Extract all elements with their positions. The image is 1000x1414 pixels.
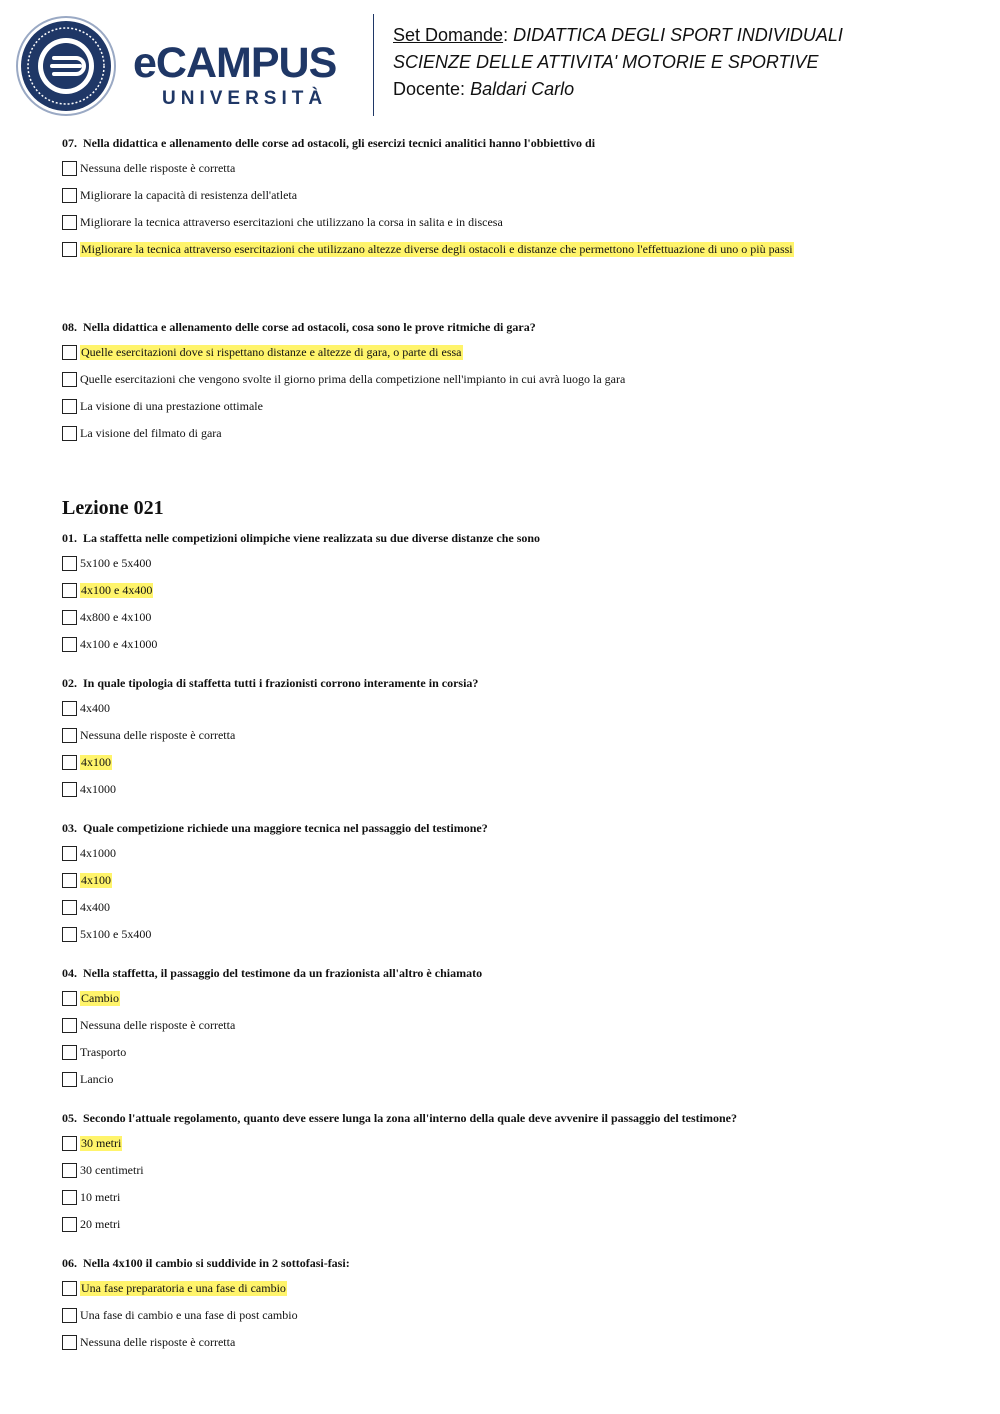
checkbox-icon[interactable] — [62, 399, 77, 414]
answer-label: Nessuna delle risposte è corretta — [80, 1335, 236, 1349]
answer-option[interactable] — [62, 1275, 962, 1302]
question — [62, 131, 962, 263]
question-number: 07. — [62, 136, 77, 150]
course-line — [393, 50, 819, 74]
checkbox-icon[interactable] — [62, 900, 77, 915]
question-label: La staffetta nelle competizioni olimpiche viene realizzata su due diverse distanze che sono — [83, 531, 541, 545]
answer-label: 4x800 e 4x100 — [80, 610, 152, 624]
answer-option[interactable] — [62, 550, 962, 577]
question-block — [62, 495, 962, 1356]
checkbox-icon[interactable] — [62, 372, 77, 387]
question — [62, 1251, 962, 1356]
question-number: 01. — [62, 531, 77, 545]
set-separator: : — [503, 25, 509, 45]
answer-label: Nessuna delle risposte è corretta — [80, 161, 236, 175]
answer-label-correct: Una fase preparatoria e una fase di cambio — [81, 1281, 286, 1295]
answer-label-correct: 4x100 — [81, 755, 111, 769]
checkbox-icon[interactable] — [62, 755, 77, 770]
answer-label: Lancio — [80, 1072, 114, 1086]
question-number: 03. — [62, 821, 77, 835]
question-label: Secondo l'attuale regolamento, quanto deve essere lunga la zona all'interno della quale deve avvenire il passaggio del testimone? — [83, 1111, 737, 1125]
answer-option[interactable] — [62, 366, 962, 393]
brand-wordmark: eCAMPUS — [133, 39, 337, 87]
answer-label: 5x100 e 5x400 — [80, 927, 152, 941]
checkbox-icon[interactable] — [62, 873, 77, 888]
checkbox-icon[interactable] — [62, 426, 77, 441]
course-name: SCIENZE DELLE ATTIVITA' MOTORIE E SPORTIVE — [393, 52, 819, 72]
answer-option[interactable] — [62, 1130, 962, 1157]
answer-label: Trasporto — [80, 1045, 127, 1059]
question-text — [62, 131, 962, 155]
checkbox-icon[interactable] — [62, 188, 77, 203]
checkbox-icon[interactable] — [62, 345, 77, 360]
checkbox-icon[interactable] — [62, 1136, 77, 1151]
answer-option[interactable] — [62, 985, 962, 1012]
question-text — [62, 671, 962, 695]
question — [62, 961, 962, 1093]
question-label: In quale tipologia di staffetta tutti i frazionisti corrono interamente in corsia? — [83, 676, 479, 690]
checkbox-icon[interactable] — [62, 846, 77, 861]
answer-label: Migliorare la capacità di resistenza dell'atleta — [80, 188, 298, 202]
answer-label: 4x1000 — [80, 782, 116, 796]
answer-option[interactable] — [62, 921, 962, 948]
question-list — [62, 125, 962, 1356]
answer-option[interactable] — [62, 867, 962, 894]
answer-label-correct: Quelle esercitazioni dove si rispettano distanze e altezze di gara, o parte di essa — [81, 345, 462, 359]
checkbox-icon[interactable] — [62, 1072, 77, 1087]
checkbox-icon[interactable] — [62, 161, 77, 176]
checkbox-icon[interactable] — [62, 556, 77, 571]
answer-label: Migliorare la tecnica attraverso esercitazioni che utilizzano la corsa in salita e in discesa — [80, 215, 503, 229]
answer-option[interactable] — [62, 182, 962, 209]
answer-option[interactable] — [62, 339, 962, 366]
answer-option[interactable] — [62, 420, 962, 447]
checkbox-icon[interactable] — [62, 1217, 77, 1232]
answer-label: 30 centimetri — [80, 1163, 144, 1177]
answer-label: 20 metri — [80, 1217, 121, 1231]
answer-option[interactable] — [62, 1211, 962, 1238]
checkbox-icon[interactable] — [62, 991, 77, 1006]
set-title: DIDATTICA DEGLI SPORT INDIVIDUALI — [513, 25, 843, 45]
answer-label: 10 metri — [80, 1190, 121, 1204]
answer-option[interactable] — [62, 631, 962, 658]
answer-option[interactable] — [62, 393, 962, 420]
question-number: 06. — [62, 1256, 77, 1270]
question-label: Nella 4x100 il cambio si suddivide in 2 sottofasi-fasi: — [83, 1256, 350, 1270]
checkbox-icon[interactable] — [62, 242, 77, 257]
answer-option[interactable] — [62, 894, 962, 921]
question-block — [62, 131, 962, 447]
answer-option[interactable] — [62, 1039, 962, 1066]
checkbox-icon[interactable] — [62, 728, 77, 743]
checkbox-icon[interactable] — [62, 637, 77, 652]
answer-option[interactable] — [62, 604, 962, 631]
university-seal-icon — [16, 16, 116, 116]
lesson-heading: Lezione 021 — [62, 497, 164, 519]
answer-label-correct: 30 metri — [81, 1136, 122, 1150]
answer-label: 4x400 — [80, 701, 110, 715]
answer-label-correct: 4x100 e 4x400 — [81, 583, 153, 597]
set-label: Set Domande — [393, 25, 504, 45]
checkbox-icon[interactable] — [62, 1190, 77, 1205]
answer-option[interactable] — [62, 209, 962, 236]
answer-label: Quelle esercitazioni che vengono svolte il giorno prima della competizione nell'impianto in cui avrà luogo la gara — [80, 372, 626, 386]
checkbox-icon[interactable] — [62, 583, 77, 598]
answer-option[interactable] — [62, 1302, 962, 1329]
answer-option[interactable] — [62, 155, 962, 182]
question-number: 04. — [62, 966, 77, 980]
question-number: 08. — [62, 320, 77, 334]
answer-option[interactable] — [62, 236, 962, 263]
answer-label: Una fase di cambio e una fase di post cambio — [80, 1308, 298, 1322]
question-text — [62, 526, 962, 550]
question-label: Nella staffetta, il passaggio del testimone da un frazionista all'altro è chiamato — [83, 966, 483, 980]
checkbox-icon[interactable] — [62, 1018, 77, 1033]
answer-label-correct: 4x100 — [81, 873, 111, 887]
answer-label: 4x400 — [80, 900, 110, 914]
answer-label: La visione di una prestazione ottimale — [80, 399, 263, 413]
docente-label: Docente: — [393, 79, 466, 99]
answer-label: Nessuna delle risposte è corretta — [80, 728, 236, 742]
answer-option[interactable] — [62, 840, 962, 867]
answer-label: 5x100 e 5x400 — [80, 556, 152, 570]
question-text — [62, 816, 962, 840]
question — [62, 315, 962, 447]
question-label: Nella didattica e allenamento delle corse ad ostacoli, cosa sono le prove ritmiche di gara? — [83, 320, 536, 334]
answer-label: 4x1000 — [80, 846, 116, 860]
answer-option[interactable] — [62, 1184, 962, 1211]
checkbox-icon[interactable] — [62, 610, 77, 625]
answer-label: Nessuna delle risposte è corretta — [80, 1018, 236, 1032]
question-text — [62, 961, 962, 985]
header-divider — [373, 14, 374, 116]
answer-label: La visione del filmato di gara — [80, 426, 222, 440]
checkbox-icon[interactable] — [62, 1308, 77, 1323]
question-label: Quale competizione richiede una maggiore tecnica nel passaggio del testimone? — [83, 821, 488, 835]
docente-line — [393, 77, 574, 101]
question-number: 02. — [62, 676, 77, 690]
checkbox-icon[interactable] — [62, 701, 77, 716]
answer-label-correct: Cambio — [81, 991, 119, 1005]
question-text — [62, 1251, 962, 1275]
question — [62, 1106, 962, 1238]
answer-option[interactable] — [62, 1012, 962, 1039]
checkbox-icon[interactable] — [62, 1163, 77, 1178]
question-number: 05. — [62, 1111, 77, 1125]
brand-subtitle: UNIVERSITÀ — [162, 88, 328, 109]
page-header — [0, 0, 1000, 125]
answer-option[interactable] — [62, 749, 962, 776]
checkbox-icon[interactable] — [62, 1335, 77, 1350]
answer-option[interactable] — [62, 1066, 962, 1093]
checkbox-icon[interactable] — [62, 927, 77, 942]
question — [62, 816, 962, 948]
checkbox-icon[interactable] — [62, 782, 77, 797]
checkbox-icon[interactable] — [62, 215, 77, 230]
question — [62, 671, 962, 803]
question-text — [62, 315, 962, 339]
answer-option[interactable] — [62, 1157, 962, 1184]
answer-option[interactable] — [62, 776, 962, 803]
checkbox-icon[interactable] — [62, 1281, 77, 1296]
answer-option[interactable] — [62, 1329, 962, 1356]
docente-name: Baldari Carlo — [470, 79, 575, 99]
checkbox-icon[interactable] — [62, 1045, 77, 1060]
question-text — [62, 1106, 962, 1130]
answer-option[interactable] — [62, 722, 962, 749]
answer-label: 4x100 e 4x1000 — [80, 637, 158, 651]
answer-option[interactable] — [62, 695, 962, 722]
answer-option[interactable] — [62, 577, 962, 604]
question-label: Nella didattica e allenamento delle corse ad ostacoli, gli esercizi tecnici analitici hanno l'obbiettivo di — [83, 136, 596, 150]
answer-label-correct: Migliorare la tecnica attraverso esercitazioni che utilizzano altezze diverse degli ostacoli e distanze che permettono l'effettuazione di uno o più passi — [81, 242, 793, 256]
set-title-line — [393, 23, 843, 47]
question — [62, 526, 962, 658]
